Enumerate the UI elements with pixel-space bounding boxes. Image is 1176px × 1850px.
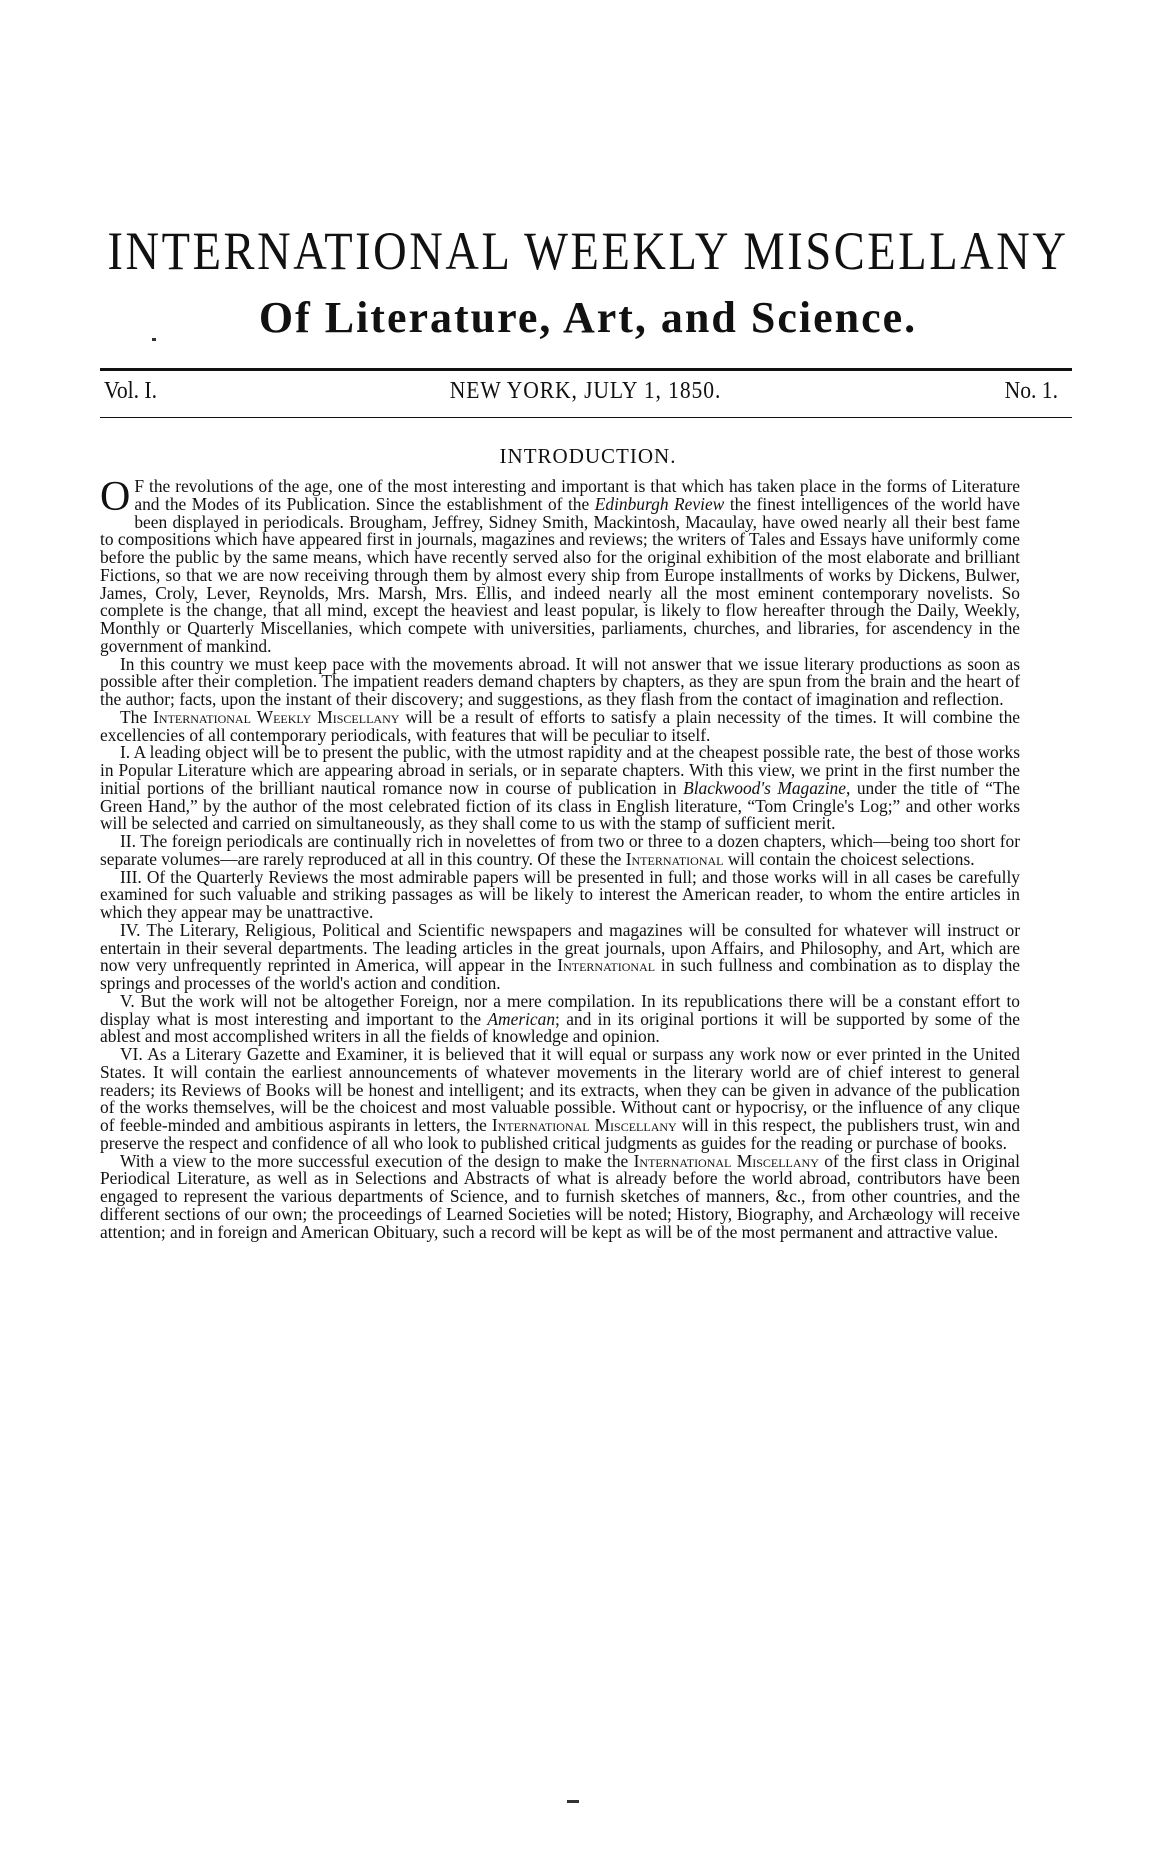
paragraph-3: The International Weekly Miscellany will be a result of efforts to satisfy a plain necessity of the times. It will combine the excellencies of all contemporary periodicals, with features that will be peculiar to itself.	[100, 706, 1020, 745]
masthead-rule-bottom	[100, 417, 1072, 418]
paragraph-7: IV. The Literary, Religious, Political and Scientific newspapers and magazines will be consulted for whatever will instruct or entertain in their several departments. The leading articles in the great journals, upon Affairs, and Philosophy, and Art, which are now very unfrequently reprinted in America, will appear in the International in such fullness and combination as to display the springs and processes of the world's action and condition.	[100, 919, 1020, 993]
masthead-title: INTERNATIONAL WEEKLY MISCELLANY	[107, 221, 1069, 281]
masthead-subtitle: Of Literature, Art, and Science.	[258, 293, 918, 342]
section-heading: INTRODUCTION.	[499, 444, 677, 468]
paragraph-1: O F the revolutions of the age, one of the most interesting and important is that which has taken place in the forms of Literature and the Modes of its Publication. Since the establishment of the Edinburgh Review the finest intelligences of the world have been displayed in periodicals. Brougham, Jeffrey, Sidney Smith, Mackintosh, Macaulay, have owed nearly all their best fame to compositions which have appeared first in journals, magazines and reviews; the writers of Tales and Essays have uniformly come before the public by the same means, which have recently served also for the original exhibition of the most elaborate and brilliant Fictions, so that we are now receiving through them by almost every ship from Europe installments of works by Dickens, Bulwer, James, Croly, Lever, Reynolds, Mrs. Marsh, Mrs. Ellis, and indeed nearly all the most eminent contemporary novelists. So complete is the change, that all mind, except the heaviest and least popular, is likely to flow hereafter through the Daily, Weekly, Monthly or Quarterly Miscellanies, which compete with universities, parliaments, churches, and libraries, for ascendency in the government of mankind.	[100, 474, 1020, 656]
article-body	[100, 474, 1020, 1242]
paragraph-6: III. Of the Quarterly Reviews the most admirable papers will be presented in full; and those works will in all cases be carefully examined for such valuable and striking passages as will be likely to interest the American reader, to whom the entire articles in which they appear may be unattractive.	[100, 866, 1020, 922]
masthead-rule-top	[100, 368, 1072, 371]
volume-label: Vol. I.	[104, 378, 158, 404]
page-mark	[567, 1800, 579, 1803]
paragraph-5: II. The foreign periodicals are continually rich in novelettes of from two or three to a dozen chapters, which—being too short for separate volumes—are rarely reproduced at all in this country. Of these the International will contain the choicest selections.	[100, 831, 1020, 869]
drop-cap: O	[100, 474, 131, 520]
paragraph-10: With a view to the more successful execution of the design to make the International Miscellany of the first class in Original Periodical Literature, as well as in Selections and Abstracts of what is already before the world abroad, contributors have been engaged to represent the various departments of Science, and to furnish sketches of manners, &c., from other countries, and the different sections of our own; the proceedings of Learned Societies will be noted; History, Biography, and Archæology will receive attention; and in foreign and American Obituary, such a record will be kept as will be of the most permanent and attractive value.	[100, 1150, 1020, 1242]
issue-number: No. 1.	[1004, 378, 1058, 404]
dateline	[104, 378, 1058, 412]
paragraph-9: VI. As a Literary Gazette and Examiner, it is believed that it will equal or surpass any work now or ever printed in the United States. It will contain the earliest announcements of whatever movements in the literary world are of chief interest to general readers; its Reviews of Books will be honest and intelligent; and its extracts, when they can be given in advance of the publication of the works themselves, will be the choicest and most valuable possible. Without cant or hypocrisy, or the influence of any clique of feeble-minded and ambitious aspirants in letters, the International Miscellany will in this respect, the publishers trust, win and preserve the respect and confidence of all who look to published critical judgments as guides for the reading or purchase of books.	[100, 1044, 1020, 1153]
paragraph-4: I. A leading object will be to present the public, with the utmost rapidity and at the cheapest possible rate, the best of those works in Popular Literature which are appearing abroad in serials, or in separate chapters. With this view, we print in the first number the initial portions of the brilliant nautical romance now in course of publication in Blackwood's Magazine, under the title of “The Green Hand,” by the author of the most celebrated fiction of its class in English literature, “Tom Cringle's Log;” and other works will be selected and carried on simultaneously, as they shall come to us with the stamp of sufficient merit.	[100, 742, 1020, 834]
stray-ink-mark	[152, 338, 156, 341]
place-date: NEW YORK, JULY 1, 1850.	[449, 378, 722, 404]
paragraph-2: In this country we must keep pace with the movements abroad. It will not answer that we issue literary productions as soon as possible after their completion. The impatient readers demand chapters by chapters, as they are spun from the brain and the heart of the author; facts, upon the instant of their discovery; and suggestions, as they flash from the contact of imagination and reflection.	[100, 653, 1020, 709]
paragraph-8: V. But the work will not be altogether Foreign, nor a mere compilation. In its republications there will be a constant effort to display what is most interesting and important to the American; and in its original portions it will be supported by some of the ablest and most accomplished writers in all the fields of knowledge and opinion.	[100, 990, 1020, 1047]
